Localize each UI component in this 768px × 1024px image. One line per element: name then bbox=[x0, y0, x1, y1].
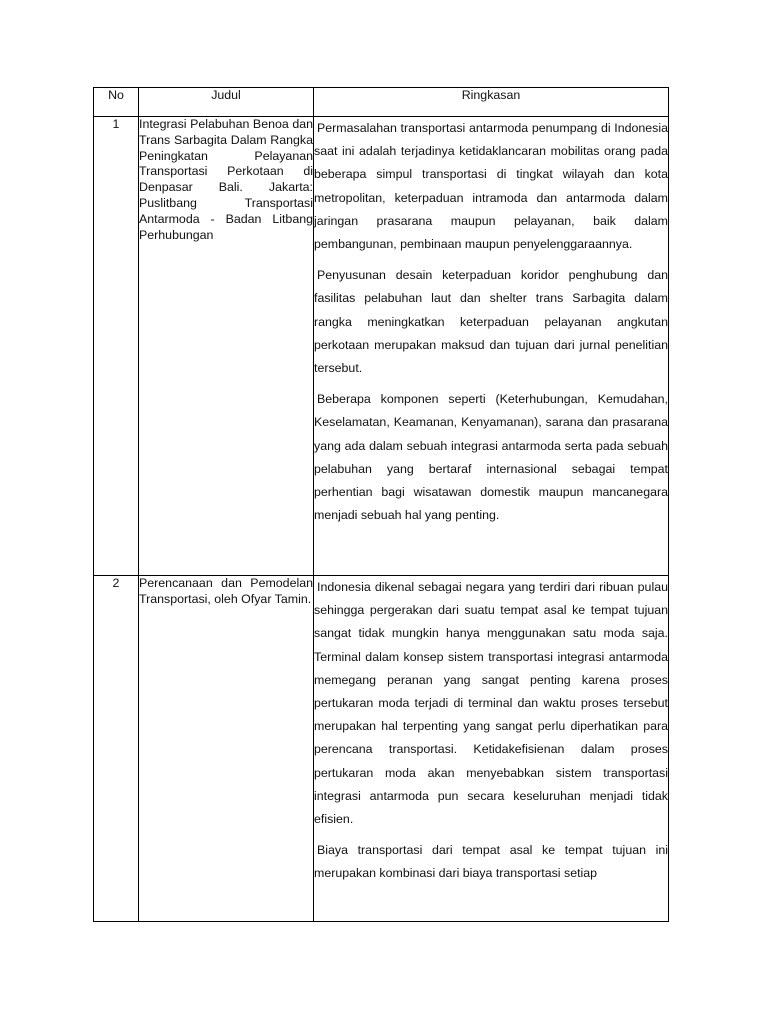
row-title: Perencanaan dan Pemodelan Transportasi, oleh Ofyar Tamin. bbox=[139, 576, 314, 922]
row-summary bbox=[314, 576, 669, 922]
summary-paragraph: Beberapa komponen seperti (Keterhubungan, Kemudahan, Keselamatan, Keamanan, Kenyamanan), sarana dan prasarana yang ada dalam sebuah integrasi antarmoda serta pada sebuah pelabuhan yang bertaraf internasional sebagai tempat perhentian bagi wisatawan domestik maupun mancanegara menjadi sebuah hal yang penting. bbox=[314, 392, 668, 523]
summary-clip bbox=[314, 576, 668, 921]
table-row bbox=[94, 576, 669, 922]
summary-table bbox=[93, 87, 669, 922]
table-row bbox=[94, 117, 669, 576]
row-number: 1 bbox=[94, 117, 139, 576]
header-judul: Judul bbox=[139, 88, 314, 117]
summary-paragraph: Indonesia dikenal sebagai negara yang terdiri dari ribuan pulau sehingga pergerakan dari suatu tempat asal ke tempat tujuan sangat tidak mungkin hanya menggunakan satu moda saja. Terminal dalam konsep sistem transportasi integrasi antarmoda memegang peranan yang sangat penting karena proses pertukaran moda terjadi di terminal dan waktu proses tersebut merupakan hal terpenting yang sangat perlu diperhatikan para perencana transportasi. Ketidakefisienan dalam proses pertukaran moda akan menyebabkan sistem transportasi integrasi antarmoda pun secara keseluruhan menjadi tidak efisien. bbox=[314, 580, 668, 827]
row-title: Integrasi Pelabuhan Benoa dan Trans Sarbagita Dalam Rangka Peningkatan Pelayanan Transportasi Perkotaan di Denpasar Bali. Jakarta: Puslitbang Transportasi Antarmoda - Badan Litbang Perhubungan bbox=[139, 117, 314, 576]
row-summary bbox=[314, 117, 669, 576]
row-number: 2 bbox=[94, 576, 139, 922]
header-ringkasan: Ringkasan bbox=[314, 88, 669, 117]
summary-paragraph: Penyusunan desain keterpaduan koridor penghubung dan fasilitas pelabuhan laut dan shelter trans Sarbagita dalam rangka meningkatkan keterpaduan pelayanan angkutan perkotaan merupakan maksud dan tujuan dari jurnal penelitian tersebut. bbox=[314, 268, 668, 376]
summary-paragraph: Biaya transportasi dari tempat asal ke tempat tujuan ini merupakan kombinasi dari biaya transportasi setiap bbox=[314, 843, 668, 881]
header-no: No bbox=[94, 88, 139, 117]
summary-paragraph: Permasalahan transportasi antarmoda penumpang di Indonesia saat ini adalah terjadinya ketidaklancaran mobilitas orang pada beberapa simpul transportasi di tingkat wilayah dan kota metropolitan, keterpaduan intramoda dan antarmoda dalam jaringan prasarana maupun pelayanan, baik dalam pembangunan, pembinaan maupun penyelenggaraannya. bbox=[314, 121, 668, 252]
table-header-row bbox=[94, 88, 669, 117]
